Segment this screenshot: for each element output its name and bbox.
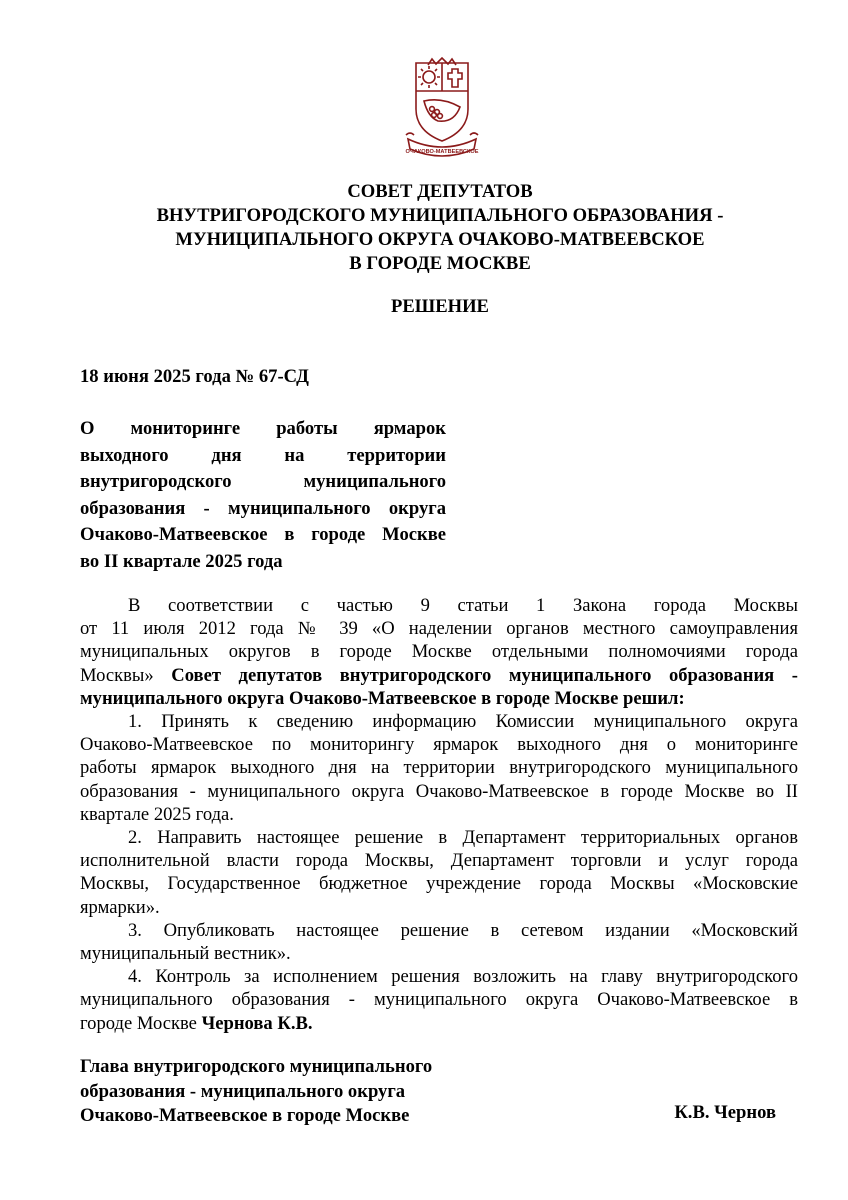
item-1-line: 1. Принять к сведению информацию Комиссии муниципального округа bbox=[128, 711, 798, 733]
subject-line: выходного дня на территории bbox=[80, 444, 446, 466]
header-line: МУНИЦИПАЛЬНОГО ОКРУГА ОЧАКОВО-МАТВЕЕВСКОЕ bbox=[175, 229, 705, 250]
item-2-line: исполнительной власти города Москвы, Департамент торговли и услуг города bbox=[80, 850, 798, 872]
decision-date-number: 18 июня 2025 года № 67-СД bbox=[80, 366, 309, 387]
signer-name: К.В. Чернов bbox=[674, 1102, 776, 1123]
item-4-line: муниципального образования - муниципального округа Очаково-Матвеевское в bbox=[80, 989, 798, 1011]
council-header bbox=[60, 180, 820, 276]
body-text: городе Москве bbox=[80, 1012, 197, 1034]
item-4-line: 4. Контроль за исполнением решения возложить на главу внутригородского bbox=[128, 966, 798, 988]
decision-subject bbox=[80, 416, 446, 576]
subject-line: О мониторинге работы ярмарок bbox=[80, 418, 446, 439]
body-line: от 11 июля 2012 года № 39 «О наделении органов местного самоуправления bbox=[80, 618, 798, 640]
subject-line: образования - муниципального округа bbox=[80, 497, 446, 519]
item-1-line: работы ярмарок выходного дня на территории внутригородского муниципального bbox=[80, 757, 798, 779]
header-line: В ГОРОДЕ МОСКВЕ bbox=[349, 253, 531, 274]
subject-line: во II квартале 2025 года bbox=[80, 550, 283, 572]
subject-line: Очаково-Матвеевское в городе Москве bbox=[80, 524, 446, 546]
subject-line: внутригородского муниципального bbox=[80, 471, 446, 493]
item-2-line: ярмарки». bbox=[80, 896, 160, 918]
header-line: ВНУТРИГОРОДСКОГО МУНИЦИПАЛЬНОГО ОБРАЗОВАНИЯ - bbox=[156, 205, 724, 226]
signature-line: Глава внутригородского муниципального bbox=[80, 1056, 433, 1077]
signature-line: Очаково-Матвеевское в городе Москве bbox=[80, 1105, 410, 1126]
document-title: РЕШЕНИЕ bbox=[391, 296, 489, 317]
item-2-line: Москвы, Государственное бюджетное учреждение города Москвы «Московские bbox=[80, 873, 798, 895]
item-4-line bbox=[80, 1012, 798, 1035]
council-bold-text: Совет депутатов внутригородского муниципального образования - bbox=[171, 664, 798, 686]
body-line bbox=[80, 664, 798, 687]
coat-of-arms-emblem bbox=[402, 57, 482, 165]
item-3-line: 3. Опубликовать настоящее решение в сетевом издании «Московский bbox=[128, 919, 798, 941]
header-line: СОВЕТ ДЕПУТАТОВ bbox=[347, 181, 533, 202]
body-line: муниципальных округов в городе Москве отдельными полномочиями города bbox=[80, 641, 798, 663]
decision-body bbox=[80, 594, 798, 1035]
body-text: Москвы» bbox=[80, 664, 154, 686]
responsible-person: Чернова К.В. bbox=[201, 1012, 313, 1034]
item-1-line: квартале 2025 года. bbox=[80, 803, 234, 825]
item-2-line: 2. Направить настоящее решение в Департамент территориальных органов bbox=[128, 827, 798, 849]
item-1-line: образования - муниципального округа Очаково-Матвеевское в городе Москве во II bbox=[80, 780, 798, 802]
signature-line: образования - муниципального округа bbox=[80, 1080, 406, 1102]
emblem-caption: ОЧАКОВО-МАТВЕЕВСКОЕ bbox=[405, 149, 479, 155]
council-bold-text: муниципального округа Очаково-Матвеевское в городе Москве решил: bbox=[80, 687, 685, 709]
item-1-line: Очаково-Матвеевское по мониторингу ярмарок выходного дня о мониторинге bbox=[80, 734, 798, 756]
item-3-line: муниципальный вестник». bbox=[80, 943, 291, 965]
body-line: В соответствии с частью 9 статьи 1 Закона города Москвы bbox=[128, 595, 798, 616]
